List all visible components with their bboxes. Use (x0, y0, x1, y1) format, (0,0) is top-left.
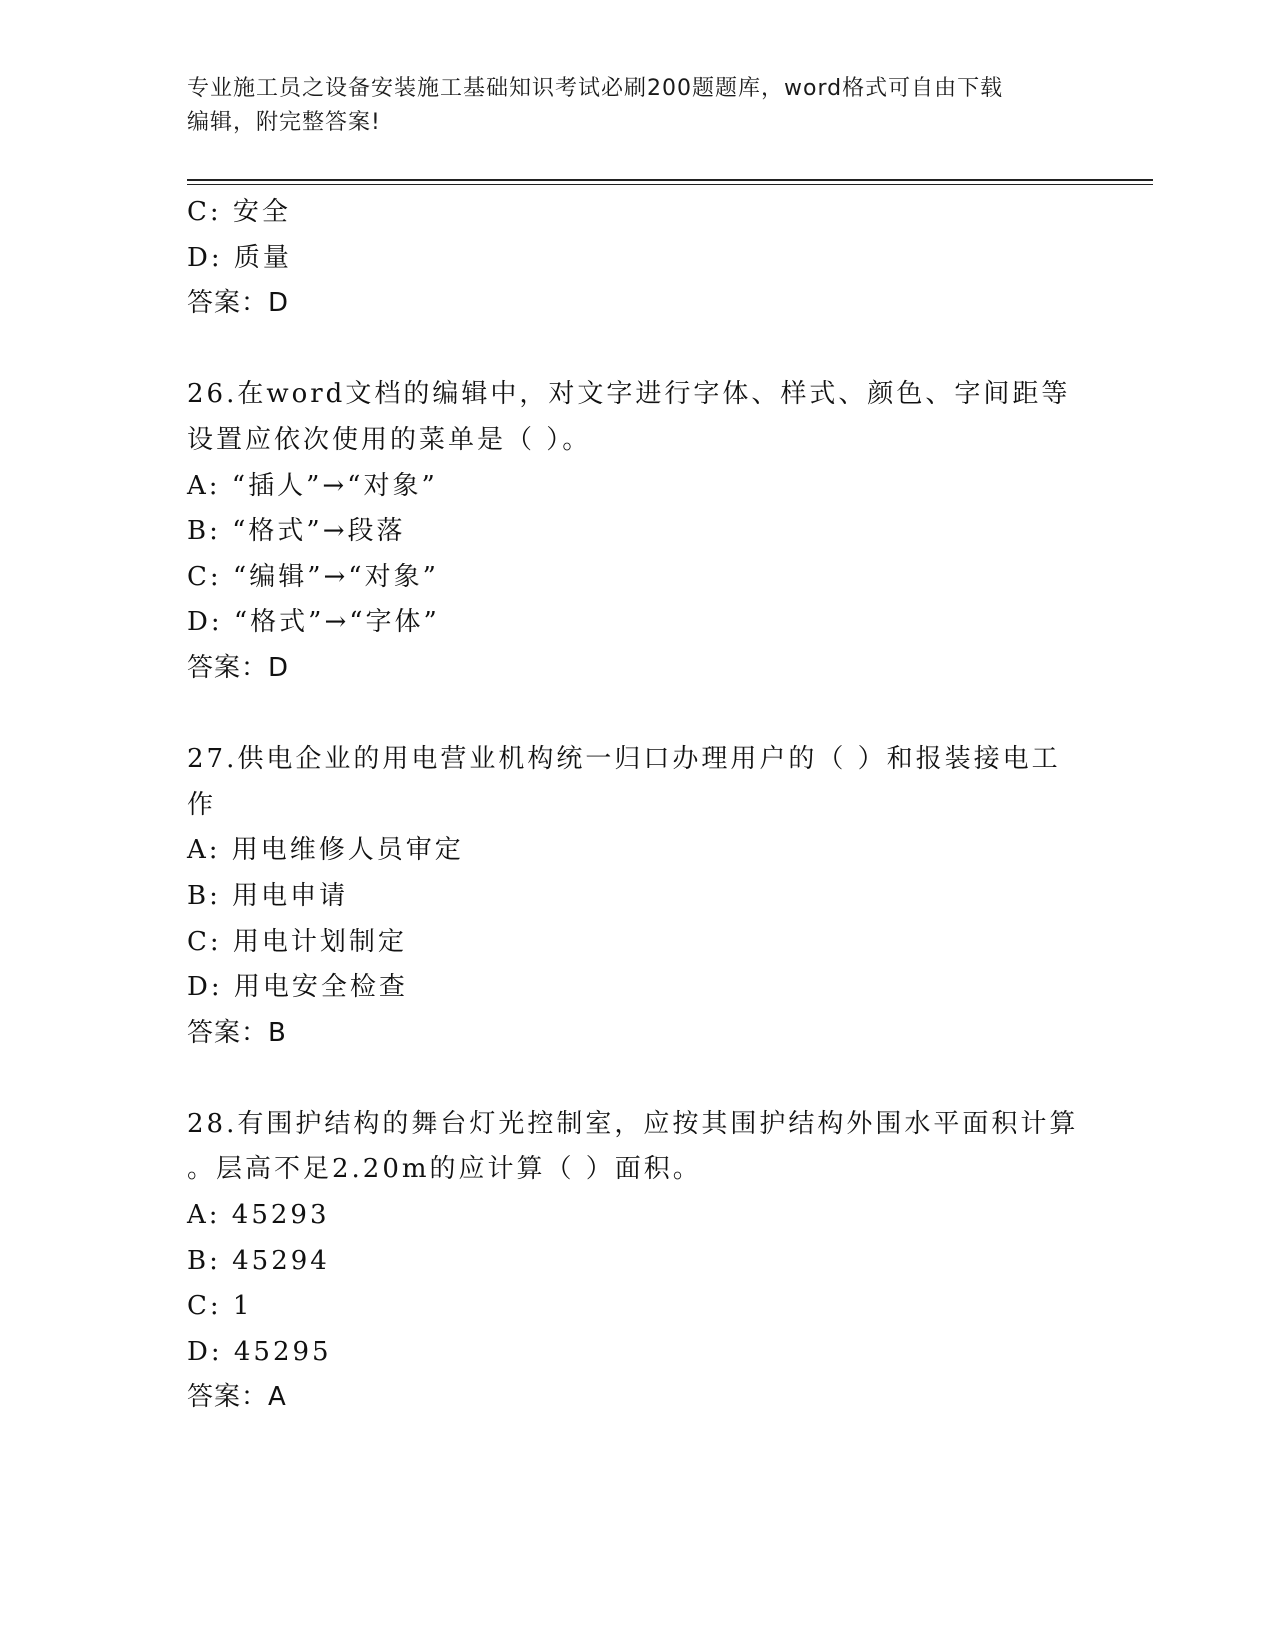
option-a: A: 用电维修人员审定 (187, 835, 464, 866)
spacer (187, 692, 1087, 738)
option-a: A: 45293 (187, 1200, 330, 1231)
option-d: D: “格式”→“字体” (187, 607, 440, 638)
option-c: C: 用电计划制定 (187, 926, 407, 957)
option-d: D: 45295 (187, 1336, 332, 1367)
option-d: D: 用电安全检查 (187, 972, 408, 1003)
header-rule-thin (187, 184, 1153, 185)
question-28 (187, 1102, 1087, 1421)
question-stem: 设置应依次使用的菜单是（ ）。 (187, 424, 592, 455)
document-header (187, 72, 1067, 140)
question-stem: 26.在word文档的编辑中，对文字进行字体、样式、颜色、字间距等 (187, 379, 1071, 410)
answer: 答案：A (187, 1382, 287, 1413)
spacer (187, 1056, 1087, 1102)
option-b: B: “格式”→段落 (187, 516, 406, 547)
option-c: C: “编辑”→“对象” (187, 561, 439, 592)
spacer (187, 327, 1087, 373)
option-c: C: 1 (187, 1291, 253, 1322)
option-b: B: 45294 (187, 1245, 330, 1276)
question-26 (187, 372, 1087, 691)
option-a: A: “插人”→“对象” (187, 470, 438, 501)
carryover-answer: 答案：D (187, 288, 290, 319)
question-stem: 28.有围护结构的舞台灯光控制室，应按其围护结构外围水平面积计算 (187, 1108, 1079, 1139)
carryover-option-d: D: 质量 (187, 242, 292, 273)
header-rule-thick (187, 179, 1153, 181)
question-stem: 。层高不足2.20m的应计算（ ）面积。 (187, 1154, 702, 1185)
header-line-1: 专业施工员之设备安装施工基础知识考试必刷200题题库，word格式可自由下载 (187, 76, 1004, 101)
question-list (187, 190, 1087, 1421)
answer: 答案：D (187, 652, 290, 683)
option-b: B: 用电申请 (187, 880, 349, 911)
header-line-2: 编辑，附完整答案! (187, 110, 381, 135)
question-stem: 作 (187, 789, 217, 820)
question-stem: 27.供电企业的用电营业机构统一归口办理用户的（ ）和报装接电工 (187, 744, 1061, 775)
question-27 (187, 737, 1087, 1056)
answer: 答案：B (187, 1017, 287, 1048)
carryover-option-c: C: 安全 (187, 197, 291, 227)
